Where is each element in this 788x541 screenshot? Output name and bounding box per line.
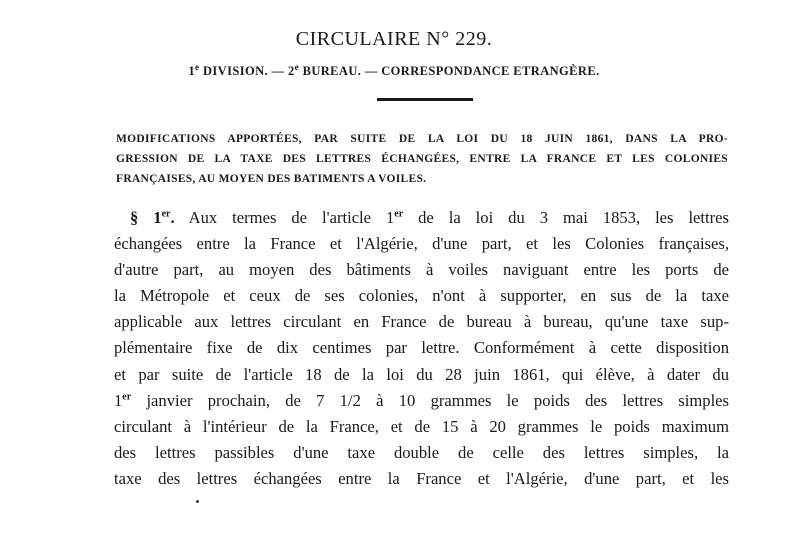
body-text-segment: janvier prochain, de 7 1/2 à 10 grammes le poids des lettres simples bbox=[131, 390, 729, 410]
separator-rule bbox=[377, 98, 473, 101]
body-line: échangées entre la France et l'Algérie, d'une part, et les Colonies françaises, bbox=[114, 234, 729, 254]
date-number: 1 bbox=[114, 390, 123, 410]
body-text-segment: de la loi du 3 mai 1853, les lettres bbox=[403, 208, 729, 227]
paragraph-dot: . bbox=[170, 208, 175, 227]
body-line bbox=[114, 388, 729, 414]
body-line: plémentaire fixe de dix centimes par lettre. Conformément à cette disposition bbox=[114, 338, 729, 358]
body-paragraph bbox=[114, 205, 729, 492]
bureau-superscript: e bbox=[294, 61, 300, 72]
division-subtitle bbox=[0, 63, 788, 79]
paragraph-number: 1 bbox=[153, 208, 162, 227]
date-superscript: er bbox=[122, 391, 132, 403]
body-line: la Métropole et ceux de ses colonies, n'ont à supporter, en sus de la taxe bbox=[114, 286, 729, 306]
body-line: des lettres passibles d'une taxe double de celle des lettres simples, la bbox=[114, 442, 729, 462]
body-line: applicable aux lettres circulant en France de bureau à bureau, qu'une taxe sup- bbox=[114, 312, 729, 332]
body-line: d'autre part, au moyen des bâtiments à voiles naviguant entre les ports de bbox=[114, 260, 729, 280]
summary-line: MODIFICATIONS APPORTÉES, PAR SUITE DE LA LOI DU 18 JUIN 1861, DANS LA PRO- bbox=[116, 133, 728, 145]
division-number: 1 bbox=[188, 64, 196, 78]
summary-block bbox=[116, 129, 728, 189]
summary-line: GRESSION DE LA TAXE DES LETTRES ÉCHANGÉES, ENTRE LA FRANCE ET LES COLONIES bbox=[116, 153, 728, 165]
body-text-segment: Aux termes de l'article 1 bbox=[174, 208, 395, 227]
body-line: taxe des lettres échangées entre la France et l'Algérie, d'une part, et les bbox=[114, 468, 729, 488]
division-superscript: e bbox=[195, 61, 200, 72]
ink-speck bbox=[196, 500, 199, 503]
bureau-label: BUREAU. — CORRESPONDANCE ETRANGÈRE. bbox=[299, 64, 600, 78]
paragraph-mark: § bbox=[130, 208, 154, 227]
division-label: DIVISION. — bbox=[199, 64, 288, 78]
body-line: circulant à l'intérieur de la France, et de 15 à 20 grammes le poids maximum bbox=[114, 416, 729, 436]
body-line: et par suite de l'article 18 de la loi du 28 juin 1861, qui élève, à dater du bbox=[114, 364, 729, 384]
summary-line: FRANÇAISES, AU MOYEN DES BATIMENTS A VOILES. bbox=[116, 173, 427, 185]
body-line bbox=[114, 205, 729, 231]
bureau-number: 2 bbox=[288, 64, 295, 78]
circular-title: CIRCULAIRE N° 229. bbox=[295, 28, 493, 50]
paragraph-superscript: er bbox=[161, 208, 171, 220]
article-superscript: er bbox=[394, 208, 404, 220]
